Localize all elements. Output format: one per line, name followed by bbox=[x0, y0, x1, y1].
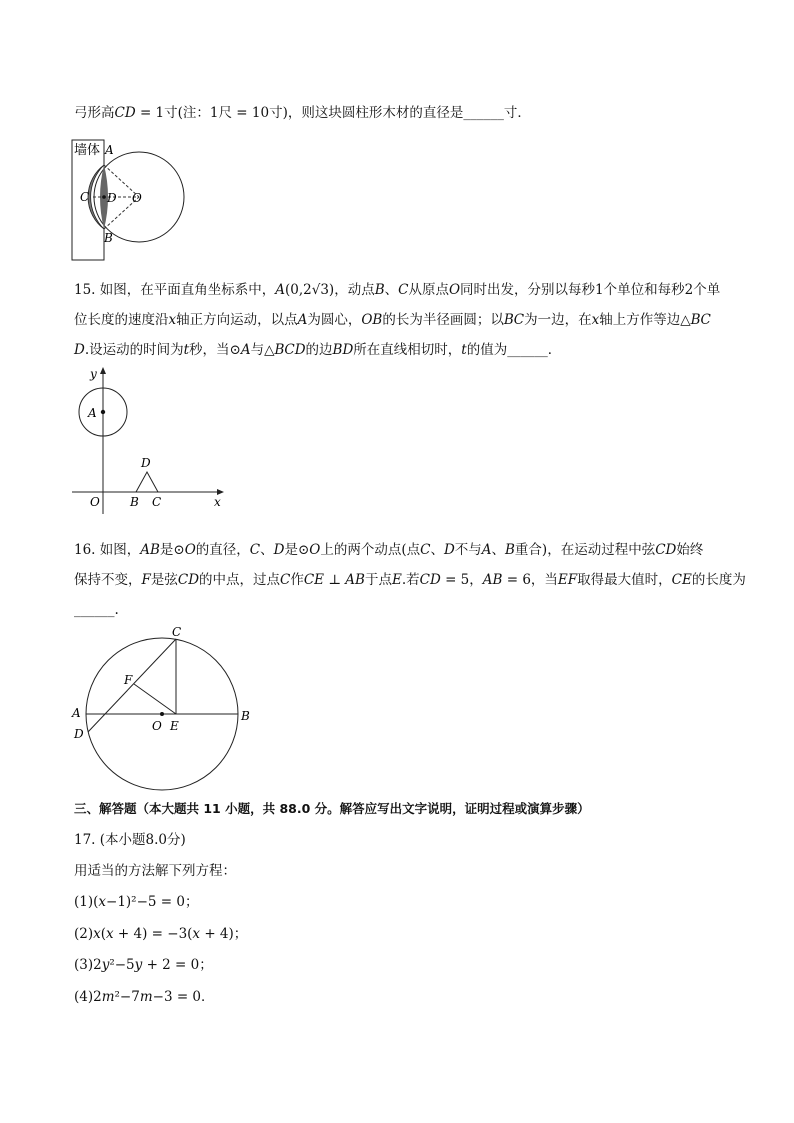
wall-label: 墙体 bbox=[74, 143, 101, 158]
label-a: A bbox=[88, 406, 97, 420]
q14-figure bbox=[66, 136, 196, 264]
label-o: O bbox=[152, 719, 162, 733]
q17-title: 17. (本小题8.0分) bbox=[74, 832, 186, 848]
q16-line-1: 16. 如图，𝐴𝐵是⊙𝑂的直径，𝐶、𝐷是⊙𝑂上的两个动点(点𝐶、𝐷不与𝐴、𝐵重合)，在运动过程中弦𝐶𝐷始终 bbox=[74, 542, 704, 558]
label-e: E bbox=[170, 719, 179, 733]
label-c: C bbox=[172, 625, 182, 639]
label-a: A bbox=[105, 143, 114, 157]
y-axis-arrow bbox=[100, 367, 106, 374]
q15-line-3: 𝐷.设运动的时间为𝑡秒，当⊙𝐴与△𝐵𝐶𝐷的边𝐵𝐷所在直线相切时，𝑡的值为______． bbox=[74, 342, 562, 358]
triangle-bcd bbox=[136, 472, 158, 492]
section-heading: 三、解答题（本大题共 11 小题，共 88.0 分。解答应写出文字说明，证明过程或演算步骤） bbox=[74, 801, 590, 816]
label-a: A bbox=[72, 706, 81, 720]
q17-item-1: (1)(𝑥−1)²−5 = 0； bbox=[74, 894, 199, 910]
label-b: B bbox=[130, 495, 139, 509]
label-y: y bbox=[90, 367, 97, 381]
label-d: D bbox=[141, 456, 151, 470]
label-o: O bbox=[90, 495, 100, 509]
q17-item-3: (3)2𝑦²−5𝑦 + 2 = 0； bbox=[74, 957, 213, 973]
label-f: F bbox=[124, 673, 133, 687]
label-c: C bbox=[80, 190, 90, 204]
q16-line-2: 保持不变，𝐹是弦𝐶𝐷的中点，过点𝐶作𝐶𝐸 ⊥ 𝐴𝐵于点𝐸.若𝐶𝐷 = 5，𝐴𝐵 = 6，当𝐸𝐹取得最大值时，𝐶𝐸的长度为 bbox=[74, 572, 746, 588]
label-c: C bbox=[152, 495, 162, 509]
q15-line-1: 15. 如图，在平面直角坐标系中，𝐴(0,2√3)，动点𝐵、𝐶从原点𝑂同时出发，分别以每秒1个单位和每秒2个单 bbox=[74, 282, 721, 298]
label-o: O bbox=[132, 191, 142, 205]
q15-figure bbox=[66, 364, 236, 514]
point-o bbox=[160, 712, 164, 716]
label-b: B bbox=[241, 709, 250, 723]
segment-fe bbox=[134, 684, 176, 714]
q17-item-4: (4)2𝑚²−7𝑚−3 = 0． bbox=[74, 989, 215, 1005]
q17-prompt: 用适当的方法解下列方程： bbox=[74, 863, 236, 879]
label-x: x bbox=[214, 495, 221, 509]
label-b: B bbox=[104, 231, 113, 245]
point-a bbox=[101, 410, 105, 414]
q17-item-2: (2)𝑥(𝑥 + 4) = −3(𝑥 + 4)； bbox=[74, 926, 248, 942]
q14-text: 弓形高𝐶𝐷 = 1寸(注：1尺 = 10寸)，则这块圆柱形木材的直径是______寸． bbox=[74, 105, 531, 121]
label-d: D bbox=[74, 727, 84, 741]
q16-line-3: ______. bbox=[74, 602, 119, 618]
label-d: D bbox=[107, 191, 117, 205]
q15-line-2: 位长度的速度沿𝑥轴正方向运动，以点𝐴为圆心，𝑂𝐵的长为半径画圆；以𝐵𝐶为一边，在𝑥轴上方作等边△𝐵𝐶 bbox=[74, 312, 711, 328]
point-d bbox=[102, 195, 106, 199]
q16-figure bbox=[66, 622, 266, 794]
